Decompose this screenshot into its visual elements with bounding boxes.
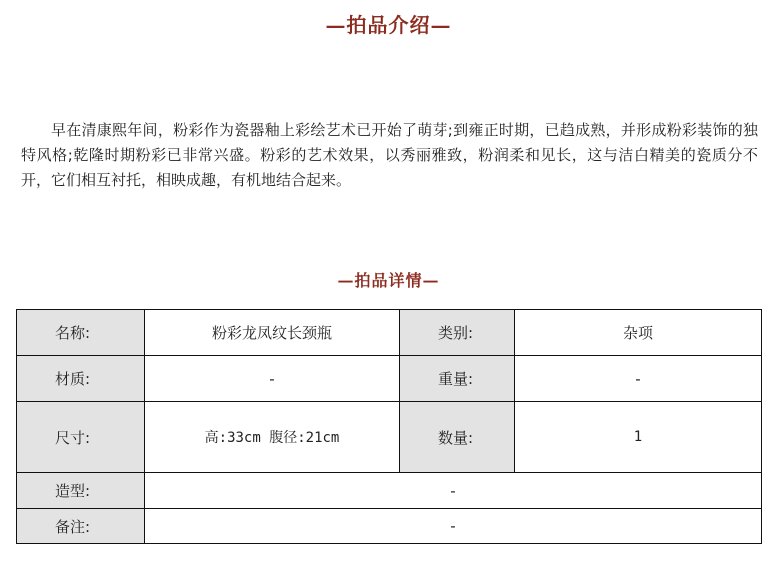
shape-value: - bbox=[145, 473, 762, 509]
material-label: 材质: bbox=[17, 356, 145, 402]
category-value: 杂项 bbox=[515, 310, 762, 356]
details-section-title: —拍品详情— bbox=[337, 271, 440, 290]
material-value: - bbox=[145, 356, 400, 402]
size-label: 尺寸: bbox=[17, 402, 145, 473]
weight-label: 重量: bbox=[400, 356, 515, 402]
intro-paragraph: 早在清康熙年间，粉彩作为瓷器釉上彩绘艺术已开始了萌芽;到雍正时期，已趋成熟，并形成粉彩装饰的独特风格;乾隆时期粉彩已非常兴盛。粉彩的艺术效果，以秀丽雅致，粉润柔和见长，这与洁白精美的瓷质分不开，它们相互衬托，相映成趣，有机地结合起来。 bbox=[21, 121, 758, 189]
name-value: 粉彩龙凤纹长颈瓶 bbox=[145, 310, 400, 356]
table-row bbox=[17, 310, 762, 356]
quantity-label: 数量: bbox=[400, 402, 515, 473]
table-row bbox=[17, 473, 762, 509]
quantity-value: 1 bbox=[515, 402, 762, 473]
remark-label: 备注: bbox=[17, 509, 145, 544]
table-row bbox=[17, 356, 762, 402]
details-table bbox=[16, 309, 762, 544]
intro-section-title: —拍品介绍— bbox=[325, 13, 452, 37]
size-value: 高:33cm 腹径:21cm bbox=[145, 402, 400, 473]
shape-label: 造型: bbox=[17, 473, 145, 509]
table-row bbox=[17, 509, 762, 544]
weight-value: - bbox=[515, 356, 762, 402]
name-label: 名称: bbox=[17, 310, 145, 356]
remark-value: - bbox=[145, 509, 762, 544]
category-label: 类别: bbox=[400, 310, 515, 356]
table-row bbox=[17, 402, 762, 473]
